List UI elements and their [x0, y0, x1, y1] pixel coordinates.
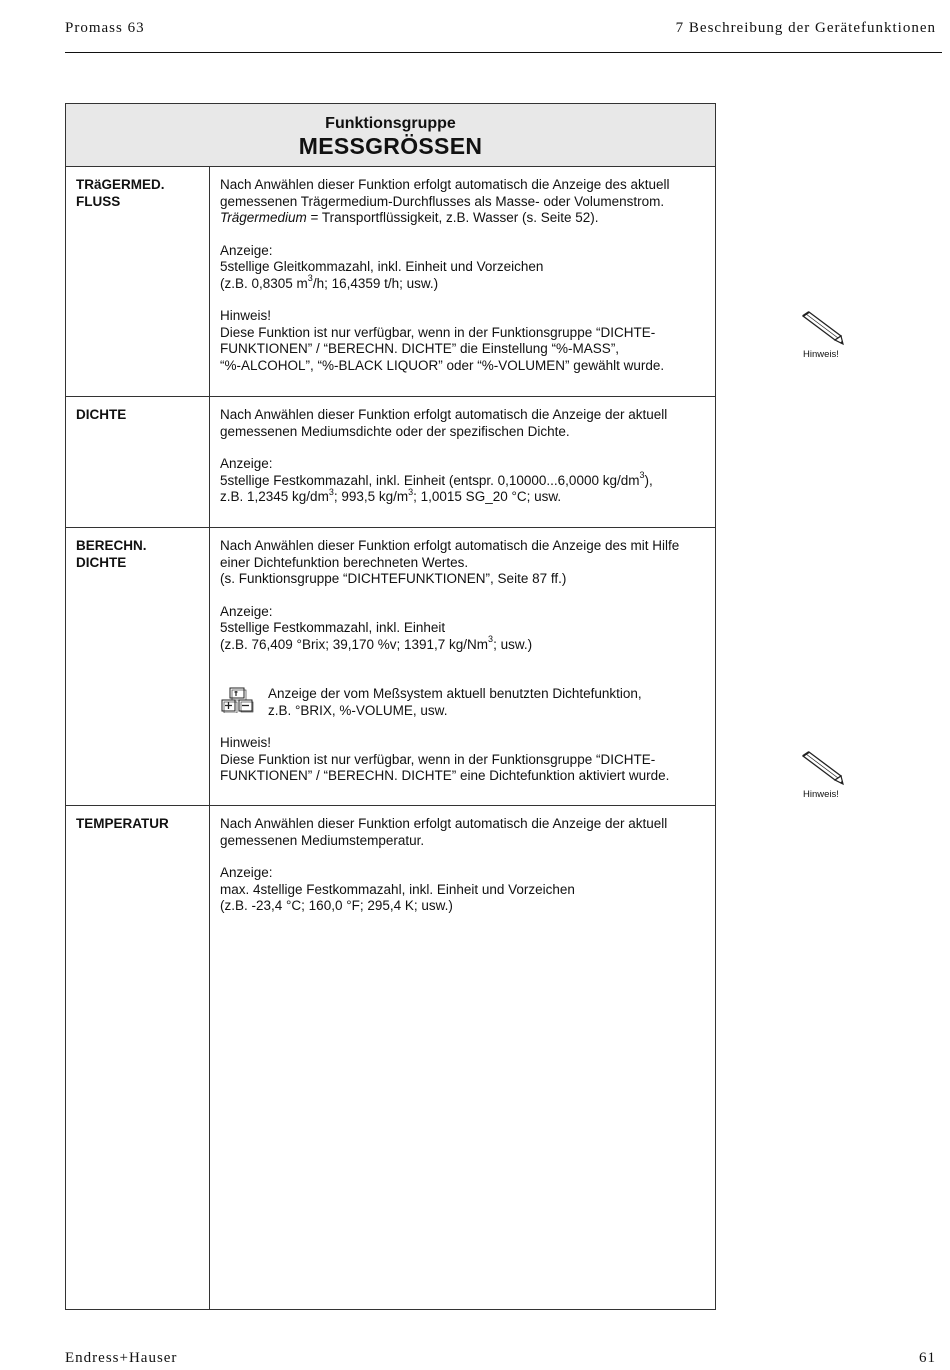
table-header: [66, 104, 715, 167]
header-rule: [65, 52, 942, 53]
table-row-traegermed-fluss: [66, 167, 715, 396]
row-label: TEMPERATUR: [76, 816, 169, 831]
footer-brand: Endress+Hauser: [65, 1350, 178, 1366]
table-row-berechn-dichte: [66, 527, 715, 806]
table-subtitle: Funktionsgruppe: [325, 115, 456, 132]
keypad-keys-icon: [220, 687, 254, 713]
row-description: Nach Anwählen dieser Funktion erfolgt automatisch die Anzeige des mit Hilfe einer Dichtefunktion berechneten Wertes. (s. Funktionsgruppe “DICHTEFUNKTIONEN”, Seite 87 ff.) Anzeige: 5stellige Festkommazahl, inkl. Einheit (z.B. 76,409 °Brix; 39,170 %v; 1391,7 kg/Nm$^3$; usw.) Anzeige der vom Meßsystem aktuell benutzten Dichtefunktion, z.B. °BRIX, %-VOLUME, usw. Hinweis! Diese Funktion ist nur verfügbar, wenn in der Funktionsgruppe “DICHTE- FUNKTIONEN” / “BERECHN. DICHTE” eine Dichtefunktion aktiviert wurde.: [220, 538, 705, 785]
row-description: Nach Anwählen dieser Funktion erfolgt automatisch die Anzeige des aktuell gemessenen Trägermedium-Durchflusses als Masse- oder Volumenstrom. Trägermedium = Transportflüssigkeit, z.B. Wasser (s. Seite 52). Anzeige: 5stellige Gleitkommazahl, inkl. Einheit und Vorzeichen (z.B. 0,8305 $m^3/h$; 16,4359 t/h; usw.) Hinweis! Diese Funktion ist nur verfügbar, wenn in der Funktionsgruppe “DICHTE- FUNKTIONEN” / “BERECHN. DICHTE” die Einstellung “%-MASS”, “%-ALCOHOL”, “%-BLACK LIQUOR” oder “%-VOLUMEN” gewählt wurde.: [220, 177, 670, 373]
row-label: TRäGERMED. FLUSS: [76, 177, 165, 209]
row-label: DICHTE: [76, 407, 127, 422]
margin-note-hinweis: Hinweis!: [791, 310, 851, 360]
table-title: MESSGRÖSSEN: [298, 133, 483, 159]
running-header-right: 7 Beschreibung der Gerätefunktionen: [675, 20, 936, 36]
page-number: 61: [919, 1350, 936, 1366]
table-row-temperatur: [66, 805, 715, 1309]
margin-note-hinweis: Hinweis!: [791, 750, 851, 800]
row-description: Nach Anwählen dieser Funktion erfolgt automatisch die Anzeige der aktuell gemessenen Mediumstemperatur. Anzeige: max. 4stellige Festkommazahl, inkl. Einheit und Vorzeichen (z.B. -23,4 °C; 160,0 °F; 295,4 K; usw.): [220, 816, 668, 913]
pencil-note-icon: [797, 310, 845, 348]
function-group-table: [65, 103, 716, 1310]
running-header-left: Promass 63: [65, 20, 145, 36]
table-row-dichte: [66, 396, 715, 528]
row-description: Nach Anwählen dieser Funktion erfolgt automatisch die Anzeige der aktuell gemessenen Mediumsdichte oder der spezifischen Dichte. Anzeige: 5stellige Festkommazahl, inkl. Einheit (entspr. 0,10000...6,0000 $kg/dm^3$), z.B. 1,2345 $kg/dm^3$; 993,5 $kg/m^3$; 1,0015 SG_20 °C; usw.: [220, 407, 668, 504]
row-label: BERECHN. DICHTE: [76, 538, 147, 570]
pencil-note-icon: [797, 750, 845, 788]
keypad-note: Anzeige der vom Meßsystem aktuell benutzten Dichtefunktion, z.B. °BRIX, %-VOLUME, usw.: [220, 686, 705, 719]
